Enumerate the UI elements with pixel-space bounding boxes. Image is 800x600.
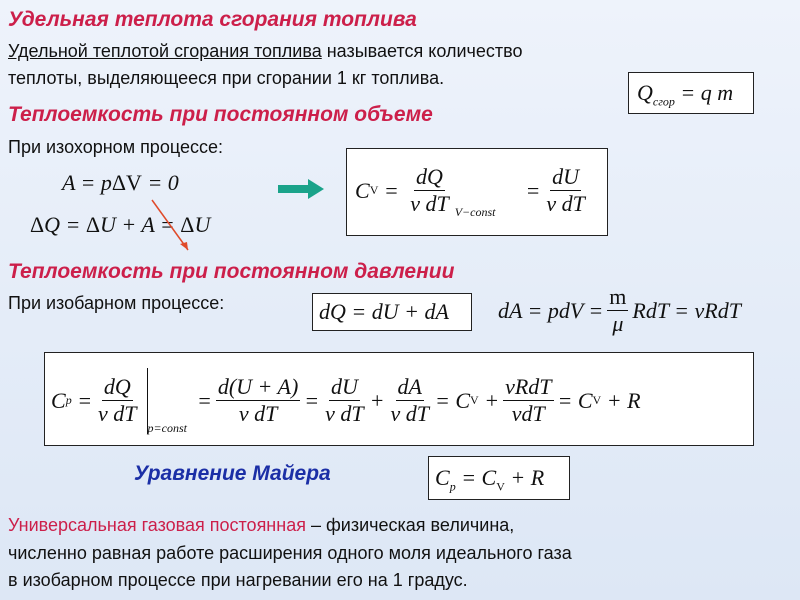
isochoric-process-label: При изохорном процессе:: [8, 137, 223, 157]
formula-cp: C p = $\frac{dQ}{\text{ν dT}}$ p=const = $\frac{d(U + A)}{\text{ν dT}}$ = $\frac{dU}{\text{ν dT}}$ + $\frac{dA}{\text{ν dT}}$ = C V + $\frac{\text{νRdT}}{\text{νdT}}$ = C V + R: [51, 365, 641, 436]
formula-cv: C V = $\frac{dQ}{\text{ν dT}}$ V−const = $\frac{dU}{\text{ν dT}}$: [355, 164, 585, 219]
definition-heat-of-combustion-line2: теплоты, выделяющееся при сгорании 1 кг топлива.: [8, 68, 445, 88]
formula-dq-du-da: dQ = dU + dA: [319, 299, 449, 324]
definition-gas-constant-line1: [8, 513, 514, 538]
isobaric-process-label: При изобарном процессе:: [8, 293, 225, 313]
term-gas-constant: Универсальная газовая постоянная: [8, 515, 306, 535]
heading-isobaric-heat-capacity: Теплоемкость при постоянном давлении: [8, 260, 455, 283]
right-arrow-icon: [278, 178, 326, 200]
definition-line1-rest: – физическая величина,: [305, 515, 515, 535]
formula-box-mayer: [428, 456, 570, 500]
formula-mayer: $C_p = C_V + R$: [435, 465, 545, 494]
mayer-equation-label: Уравнение Майера: [134, 462, 331, 485]
formula-da-pdv: dA = pdV = $\frac{m}{\mu}$ RdT = νRdT: [498, 284, 741, 336]
formula-q-equals-qm: $Q_{сгор} = q$ m: [637, 80, 734, 109]
strike-arrow-line: [150, 198, 195, 256]
definition-gas-constant-line3: в изобарном процессе при нагревании его на 1 градус.: [8, 570, 468, 590]
line1-rest: называется количество: [321, 41, 523, 61]
formula-box-cv: [346, 148, 608, 236]
formula-delta-q-equals-delta-u: ΔQ = ΔU + A = ΔU: [30, 212, 211, 237]
heading-heat-of-combustion: Удельная теплота сгорания топлива: [8, 8, 417, 31]
definition-heat-of-combustion-line1: [8, 39, 523, 63]
definition-gas-constant-line2: численно равная работе расширения одного моля идеального газа: [8, 543, 572, 563]
formula-box-heat-of-combustion: [628, 72, 754, 114]
heading-isochoric-heat-capacity: Теплоемкость при постоянном объеме: [8, 103, 433, 126]
formula-box-first-law: [312, 293, 472, 331]
formula-box-cp: [44, 352, 754, 446]
formula-work-zero: A = pΔV = 0: [62, 170, 179, 195]
term-heat-of-combustion: Удельной теплотой сгорания топлива: [8, 41, 322, 61]
